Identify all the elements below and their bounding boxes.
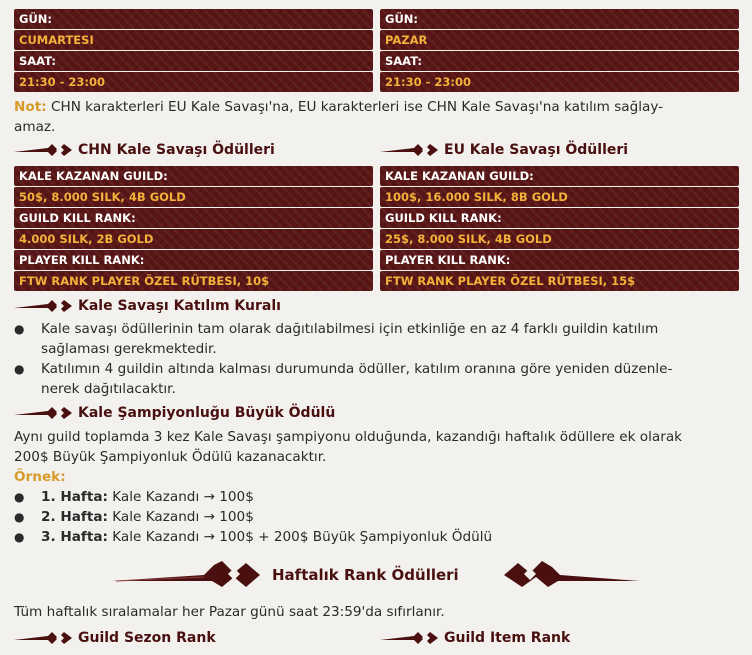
eu-rewards-title: [380, 140, 720, 160]
sword-ornament-icon: [380, 631, 440, 645]
note-line-2: amaz.: [14, 119, 56, 135]
note-line-1: [14, 97, 663, 117]
example-text-3: Kale Kazandı → 100$ + 200$ Büyük Şampiyonluk Ödülü: [107, 529, 493, 545]
participation-title-text: Kale Savaşı Katılım Kuralı: [78, 298, 281, 314]
sword-ornament-icon: [14, 299, 74, 313]
bullet-icon: ●: [14, 510, 25, 524]
left-day-value: CUMARTESI: [14, 30, 373, 50]
sword-ornament-icon: [14, 143, 74, 157]
chn-row-1-label: KALE KAZANAN GUILD:: [14, 166, 373, 186]
participation-bullet-2-line-2: nerek dağıtılacaktır.: [41, 381, 176, 397]
right-day-label: GÜN:: [380, 9, 739, 29]
weekly-title: Haftalık Rank Ödülleri: [272, 566, 459, 584]
participation-bullet-1-line-1: Kale savaşı ödüllerinin tam olarak dağıtılabilmesi için etkinliğe en az 4 farklı guildin katılım: [41, 321, 659, 337]
eu-row-1-label: KALE KAZANAN GUILD:: [380, 166, 739, 186]
participation-bullet-2-line-1: Katılımın 4 guildin altında kalması durumunda ödüller, katılım oranına göre yeniden düzenle-: [41, 361, 673, 377]
championship-desc-line-2: 200$ Büyük Şampiyonluk Ödülü kazanacaktır.: [14, 449, 327, 465]
right-time-label: SAAT:: [380, 51, 739, 71]
eu-row-3-value: FTW RANK PLAYER ÖZEL RÜTBESI, 15$: [380, 271, 739, 291]
bullet-icon: ●: [14, 362, 25, 376]
example-item-2: [41, 507, 254, 527]
bullet-icon: ●: [14, 530, 25, 544]
sword-ornament-icon: [380, 143, 440, 157]
chn-row-3-value: FTW RANK PLAYER ÖZEL RÜTBESI, 10$: [14, 271, 373, 291]
weekly-reset-text: Tüm haftalık sıralamalar her Pazar günü saat 23:59'da sıfırlanır.: [14, 604, 445, 620]
example-week-2: 2. Hafta:: [41, 509, 108, 525]
example-week-1: 1. Hafta:: [41, 489, 108, 505]
championship-title: [14, 403, 414, 423]
eu-row-2-value: 25$, 8.000 SILK, 4B GOLD: [380, 229, 739, 249]
chn-row-1-value: 50$, 8.000 SILK, 4B GOLD: [14, 187, 373, 207]
chn-row-3-label: PLAYER KILL RANK:: [14, 250, 373, 270]
example-item-1: [41, 487, 254, 507]
eu-row-3-label: PLAYER KILL RANK:: [380, 250, 739, 270]
chn-row-2-value: 4.000 SILK, 2B GOLD: [14, 229, 373, 249]
sword-ornament-icon: [14, 631, 74, 645]
participation-title: [14, 296, 414, 316]
left-large-ornament-icon: [112, 557, 264, 591]
left-time-label: SAAT:: [14, 51, 373, 71]
eu-row-1-value: 100$, 16.000 SILK, 8B GOLD: [380, 187, 739, 207]
example-week-3: 3. Hafta:: [41, 529, 108, 545]
chn-rewards-title: [14, 140, 354, 160]
chn-rewards-title-text: CHN Kale Savaşı Ödülleri: [78, 142, 275, 158]
note-text: CHN karakterleri EU Kale Savaşı'na, EU karakterleri ise CHN Kale Savaşı'na katılım sağlay-: [46, 99, 664, 115]
example-label: Örnek:: [14, 469, 66, 485]
championship-title-text: Kale Şampiyonluğu Büyük Ödülü: [78, 405, 336, 421]
right-large-ornament-icon: [500, 557, 640, 591]
championship-desc-line-1: Aynı guild toplamda 3 kez Kale Savaşı şampiyonu olduğunda, kazandığı haftalık ödüllere ek olarak: [14, 429, 683, 445]
example-item-3: [41, 527, 492, 547]
example-text-1: Kale Kazandı → 100$: [107, 489, 254, 505]
left-time-value: 21:30 - 23:00: [14, 72, 373, 92]
right-day-value: PAZAR: [380, 30, 739, 50]
guild-season-title: [14, 628, 354, 648]
guild-item-title: [380, 628, 720, 648]
chn-row-2-label: GUILD KILL RANK:: [14, 208, 373, 228]
sword-ornament-icon: [14, 406, 74, 420]
example-text-2: Kale Kazandı → 100$: [107, 509, 254, 525]
participation-bullet-1-line-2: sağlaması gerekmektedir.: [41, 341, 217, 357]
guild-season-title-text: Guild Sezon Rank: [78, 630, 216, 646]
note-label: Not:: [14, 99, 47, 115]
left-day-label: GÜN:: [14, 9, 373, 29]
bullet-icon: ●: [14, 322, 25, 336]
bullet-icon: ●: [14, 490, 25, 504]
guild-item-title-text: Guild Item Rank: [444, 630, 571, 646]
eu-rewards-title-text: EU Kale Savaşı Ödülleri: [444, 142, 629, 158]
eu-row-2-label: GUILD KILL RANK:: [380, 208, 739, 228]
right-time-value: 21:30 - 23:00: [380, 72, 739, 92]
